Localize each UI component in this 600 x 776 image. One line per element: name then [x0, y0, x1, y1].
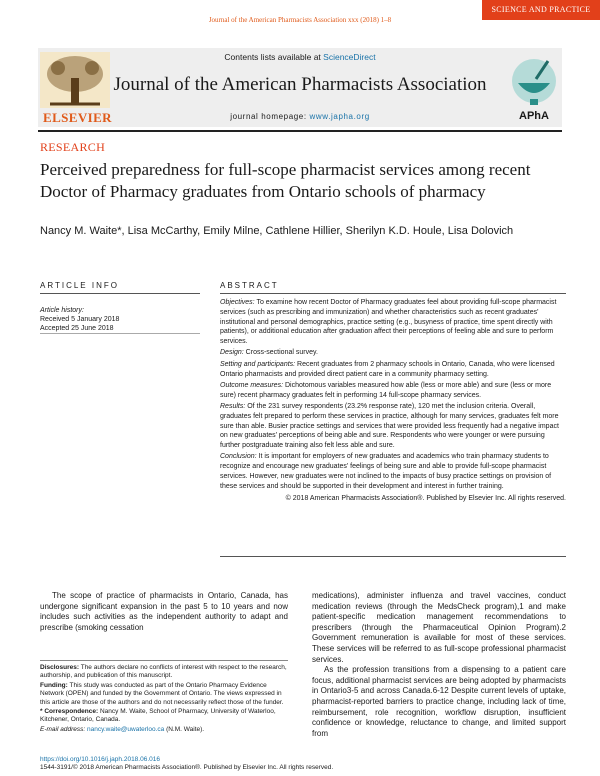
abstract-setting [220, 360, 566, 380]
abstract-rule [220, 293, 566, 294]
article-info-rule [40, 293, 200, 294]
footnotes [40, 664, 288, 735]
design-label: Design: [220, 349, 244, 357]
objectives-text: To examine how recent Doctor of Pharmacy graduates feel about providing full-scope pharmacist services (such as prescribing and immunization) and whether characteristics such as recent graduates' institutional and personal demographics, practice setting (e.g., busyness of practice, time spent directly with patients), or additional education after graduation affect their perceptions of feeling able and sure to perform services. [220, 299, 557, 346]
disclosures-label: Disclosures: [40, 664, 80, 671]
footnote-rule [40, 660, 288, 661]
section-label: RESEARCH [40, 140, 106, 154]
abstract-outcome [220, 381, 566, 401]
body-left-column [40, 591, 288, 633]
abstract-rule-bottom [220, 556, 566, 557]
email-suffix: (N.M. Waite). [164, 725, 205, 733]
abstract-body [220, 298, 566, 552]
outcome-label: Outcome measures: [220, 381, 284, 389]
history-label: Article history: [40, 307, 84, 314]
article-info-rule-bottom [40, 333, 200, 334]
abstract-copyright: © 2018 American Pharmacists Association®. Published by Elsevier Inc. All rights reserved. [285, 494, 566, 502]
abstract-conclusion [220, 452, 566, 491]
footnote-email [40, 726, 288, 734]
results-label: Results: [220, 402, 246, 410]
received-date: Received 5 January 2018 [40, 316, 120, 323]
email-link[interactable]: nancy.waite@uwaterloo.ca [86, 725, 165, 733]
article-title: Perceived preparedness for full-scope pharmacist services among recent Doctor of Pharmacy graduates from Ontario schools of pharmacy [40, 160, 531, 201]
article-info-heading: ARTICLE INFO [40, 281, 119, 290]
homepage-link[interactable]: www.japha.org [309, 112, 370, 121]
accepted-date: Accepted 25 June 2018 [40, 325, 114, 332]
masthead-rule [38, 130, 562, 132]
journal-reference: Journal of the American Pharmacists Association xxx (2018) 1–8 [208, 16, 392, 24]
funding-text: This study was conducted as part of the Ontario Pharmacy Evidence Network (OPEN) and funded by the Government of Ontario. The views expressed in this article are those of the authors and do not necessarily reflect those of the funder. [40, 681, 284, 706]
author-list: Nancy M. Waite*, Lisa McCarthy, Emily Milne, Cathlene Hillier, Sherilyn K.D. Houle, Lisa Dolovich [40, 225, 514, 237]
body-paragraph: As the profession transitions from a dispensing to a patient care focus, additional pharmacist services are being adopted by pharmacists in Ontario3-5 and across Canada.6-12 Despite current levels of uptake, pharmacist-reported barriers to practice change, including lack of time, reimbursement, role recognition, workflow disruption, insufficient confidence or knowledge, reluctance to change, and limited support from [312, 665, 566, 738]
body-paragraph: The scope of practice of pharmacists in Ontario, Canada, has undergone significant expansion in the past 5 to 10 years and now includes such activities as the independent authority to adapt and prescribe (smoking cessation [40, 591, 288, 632]
body-paragraph: medications), administer influenza and travel vaccines, conduct medication reviews (through the MedsCheck program),1 and make patient-specific medication management recommendations to prescribers (through the Pharmaceutical Opinion Program).2 Government remuneration is available for most of these services. These services will be referred to as full-scope professional pharmacist services. [312, 591, 566, 664]
correspondence-label: * Correspondence: [40, 708, 99, 716]
abstract-heading: ABSTRACT [220, 281, 279, 290]
footnote-correspondence [40, 708, 288, 725]
abstract-objectives [220, 298, 566, 347]
journal-title: Journal of the American Pharmacists Association [113, 74, 487, 95]
footnote-funding [40, 682, 288, 707]
correspondence-text: Nancy M. Waite, School of Pharmacy, University of Waterloo, Kitchener, Ontario, Canada. [40, 708, 276, 724]
sciencedirect-link[interactable]: ScienceDirect [323, 52, 376, 62]
conclusion-label: Conclusion: [220, 453, 257, 461]
setting-text: Recent graduates from 2 pharmacy schools in Ontario, Canada, who were licensed Ontario pharmacists and provided direct patient care in a community pharmacy setting. [220, 360, 555, 378]
doi-block [40, 756, 560, 772]
article-history [40, 306, 190, 333]
conclusion-text: It is important for employers of new graduates and academics who train pharmacy students to recognize and encourage new graduates' feelings of being sure and able to provide full-scope pharmacist services. However, new graduates were not inclined to the impacts of busy practice settings on provision of these services and should be supported in their development and interest in further training. [220, 453, 552, 490]
objectives-label: Objectives: [220, 299, 255, 306]
apha-logo-text: APhA [519, 110, 549, 122]
outcome-text: Dichotomous variables measured how able (less or more able) and sure (less or more sure) recent pharmacy graduates felt in performing 14 full-scope pharmacy services. [220, 381, 552, 399]
abstract-results [220, 402, 566, 451]
issn-line: 1544-3191/© 2018 American Pharmacists Association®. Published by Elsevier Inc. All rights reserved. [40, 764, 334, 771]
footnote-disclosures [40, 664, 288, 681]
section-badge: SCIENCE AND PRACTICE [482, 0, 600, 20]
abstract-design [220, 348, 566, 358]
body-right-column [312, 591, 566, 739]
disclosures-text: The authors declare no conflicts of interest with respect to the research, authorship, and publication of this manuscript. [40, 664, 287, 680]
setting-label: Setting and participants: [220, 360, 296, 368]
design-text: Cross-sectional survey. [243, 349, 318, 357]
doi-link[interactable]: https://doi.org/10.1016/j.japh.2018.06.016 [40, 756, 160, 763]
email-label: E-mail address: [40, 725, 87, 733]
publisher-name: ELSEVIER [43, 110, 112, 125]
results-text: Of the 231 survey respondents (23.2% response rate), 120 met the inclusion criteria. Overall, graduates felt prepared to perform these services in practice, although for many services, graduates felt more sure than able. Busier practice settings and services that were provided less frequently had a negative impact on new graduates' perceptions of being able and sure. Respondents who were younger or were pursuing further postgraduate training also felt less able and sure. [220, 402, 559, 450]
contents-prefix: Contents lists available at [224, 52, 324, 62]
funding-label: Funding: [40, 681, 68, 689]
homepage-prefix: journal homepage: [230, 112, 310, 121]
